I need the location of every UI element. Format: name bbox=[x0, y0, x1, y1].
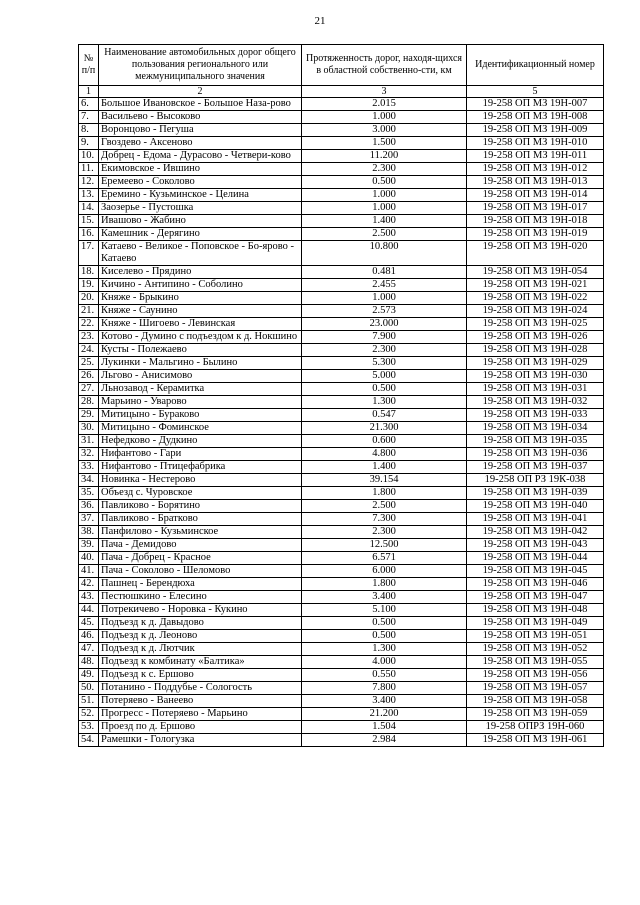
road-length: 6.000 bbox=[302, 565, 467, 578]
road-length: 3.000 bbox=[302, 124, 467, 137]
road-name: Потанино - Поддубье - Сологость bbox=[99, 682, 302, 695]
road-id: 19-258 ОП МЗ 19Н-041 bbox=[467, 513, 604, 526]
table-body bbox=[79, 98, 604, 747]
road-id: 19-258 ОП МЗ 19Н-036 bbox=[467, 448, 604, 461]
table-row bbox=[79, 150, 604, 163]
table-row bbox=[79, 202, 604, 215]
road-id: 19-258 ОПРЗ 19Н-060 bbox=[467, 721, 604, 734]
road-id: 19-258 ОП МЗ 19Н-035 bbox=[467, 435, 604, 448]
table-row bbox=[79, 591, 604, 604]
table-row bbox=[79, 474, 604, 487]
road-id: 19-258 ОП МЗ 19Н-032 bbox=[467, 396, 604, 409]
row-number: 14. bbox=[79, 202, 99, 215]
road-length: 6.571 bbox=[302, 552, 467, 565]
road-id: 19-258 ОП МЗ 19Н-031 bbox=[467, 383, 604, 396]
table-row bbox=[79, 526, 604, 539]
row-number: 42. bbox=[79, 578, 99, 591]
road-id: 19-258 ОП РЗ 19К-038 bbox=[467, 474, 604, 487]
row-number: 7. bbox=[79, 111, 99, 124]
row-number: 34. bbox=[79, 474, 99, 487]
table-row bbox=[79, 669, 604, 682]
row-number: 15. bbox=[79, 215, 99, 228]
road-name: Павликово - Братково bbox=[99, 513, 302, 526]
road-id: 19-258 ОП МЗ 19Н-017 bbox=[467, 202, 604, 215]
table-row bbox=[79, 344, 604, 357]
table-row bbox=[79, 331, 604, 344]
table-row bbox=[79, 500, 604, 513]
row-number: 21. bbox=[79, 305, 99, 318]
road-length: 2.455 bbox=[302, 279, 467, 292]
road-id: 19-258 ОП МЗ 19Н-011 bbox=[467, 150, 604, 163]
row-number: 30. bbox=[79, 422, 99, 435]
table-row bbox=[79, 617, 604, 630]
road-length: 5.100 bbox=[302, 604, 467, 617]
table-row bbox=[79, 318, 604, 331]
column-number-row bbox=[79, 86, 604, 98]
row-number: 45. bbox=[79, 617, 99, 630]
table-row bbox=[79, 370, 604, 383]
road-length: 0.550 bbox=[302, 669, 467, 682]
road-name: Подъезд к комбинату «Балтика» bbox=[99, 656, 302, 669]
road-id: 19-258 ОП МЗ 19Н-033 bbox=[467, 409, 604, 422]
road-length: 7.800 bbox=[302, 682, 467, 695]
road-id: 19-258 ОП МЗ 19Н-018 bbox=[467, 215, 604, 228]
road-length: 1.400 bbox=[302, 461, 467, 474]
road-name: Подъезд к д. Давыдово bbox=[99, 617, 302, 630]
table-row bbox=[79, 721, 604, 734]
table-row bbox=[79, 448, 604, 461]
road-length: 5.000 bbox=[302, 370, 467, 383]
table-row bbox=[79, 461, 604, 474]
row-number: 50. bbox=[79, 682, 99, 695]
road-length: 0.481 bbox=[302, 266, 467, 279]
roads-table bbox=[78, 44, 604, 747]
road-length: 1.000 bbox=[302, 189, 467, 202]
road-name: Еремино - Кузьминское - Целина bbox=[99, 189, 302, 202]
row-number: 46. bbox=[79, 630, 99, 643]
road-id: 19-258 ОП МЗ 19Н-025 bbox=[467, 318, 604, 331]
road-name: Княже - Шигоево - Левинская bbox=[99, 318, 302, 331]
table-row bbox=[79, 578, 604, 591]
table-row bbox=[79, 734, 604, 747]
row-number: 29. bbox=[79, 409, 99, 422]
road-name: Княже - Саунино bbox=[99, 305, 302, 318]
road-name: Митицыно - Бураково bbox=[99, 409, 302, 422]
road-name: Кичино - Антипино - Соболино bbox=[99, 279, 302, 292]
road-name: Котово - Думино с подъездом к д. Нокшино bbox=[99, 331, 302, 344]
road-id: 19-258 ОП МЗ 19Н-061 bbox=[467, 734, 604, 747]
road-length: 2.300 bbox=[302, 344, 467, 357]
road-name: Потрекичево - Норовка - Кукино bbox=[99, 604, 302, 617]
road-length: 1.000 bbox=[302, 111, 467, 124]
road-length: 23.000 bbox=[302, 318, 467, 331]
road-id: 19-258 ОП МЗ 19Н-030 bbox=[467, 370, 604, 383]
road-id: 19-258 ОП МЗ 19Н-010 bbox=[467, 137, 604, 150]
road-name: Пестюшкино - Елесино bbox=[99, 591, 302, 604]
road-name: Пашнец - Берендюха bbox=[99, 578, 302, 591]
table-row bbox=[79, 552, 604, 565]
road-id: 19-258 ОП МЗ 19Н-045 bbox=[467, 565, 604, 578]
road-length: 1.000 bbox=[302, 202, 467, 215]
road-name: Панфилово - Кузьминское bbox=[99, 526, 302, 539]
road-name: Нефедково - Дудкино bbox=[99, 435, 302, 448]
road-id: 19-258 ОП МЗ 19Н-021 bbox=[467, 279, 604, 292]
road-id: 19-258 ОП МЗ 19Н-043 bbox=[467, 539, 604, 552]
row-number: 38. bbox=[79, 526, 99, 539]
table-row bbox=[79, 111, 604, 124]
road-id: 19-258 ОП МЗ 19Н-037 bbox=[467, 461, 604, 474]
road-name: Камешник - Дерягино bbox=[99, 228, 302, 241]
road-length: 21.200 bbox=[302, 708, 467, 721]
row-number: 8. bbox=[79, 124, 99, 137]
road-id: 19-258 ОП МЗ 19Н-044 bbox=[467, 552, 604, 565]
row-number: 36. bbox=[79, 500, 99, 513]
road-id: 19-258 ОП МЗ 19Н-013 bbox=[467, 176, 604, 189]
road-name: Прогресс - Потеряево - Марьино bbox=[99, 708, 302, 721]
road-name: Проезд по д. Ершово bbox=[99, 721, 302, 734]
road-id: 19-258 ОП МЗ 19Н-054 bbox=[467, 266, 604, 279]
table-row bbox=[79, 228, 604, 241]
road-id: 19-258 ОП МЗ 19Н-009 bbox=[467, 124, 604, 137]
row-number: 52. bbox=[79, 708, 99, 721]
table-row bbox=[79, 695, 604, 708]
road-id: 19-258 ОП МЗ 19Н-026 bbox=[467, 331, 604, 344]
road-name: Васильево - Высоково bbox=[99, 111, 302, 124]
road-length: 0.547 bbox=[302, 409, 467, 422]
table-row bbox=[79, 643, 604, 656]
table-row bbox=[79, 682, 604, 695]
road-name: Льгово - Анисимово bbox=[99, 370, 302, 383]
table-header-row bbox=[79, 45, 604, 86]
road-name: Гвоздево - Аксеново bbox=[99, 137, 302, 150]
header-road-name: Наименование автомобильных дорог общего пользования регионального или межмуниципального значения bbox=[99, 45, 302, 86]
road-name: Воронцово - Пегуша bbox=[99, 124, 302, 137]
road-id: 19-258 ОП МЗ 19Н-007 bbox=[467, 98, 604, 111]
row-number: 12. bbox=[79, 176, 99, 189]
table-row bbox=[79, 708, 604, 721]
road-id: 19-258 ОП МЗ 19Н-059 bbox=[467, 708, 604, 721]
road-id: 19-258 ОП МЗ 19Н-055 bbox=[467, 656, 604, 669]
road-name: Подъезд к с. Ершово bbox=[99, 669, 302, 682]
row-number: 37. bbox=[79, 513, 99, 526]
column-number: 3 bbox=[302, 86, 467, 98]
table-row bbox=[79, 656, 604, 669]
road-length: 1.500 bbox=[302, 137, 467, 150]
road-name: Потеряево - Ванеево bbox=[99, 695, 302, 708]
row-number: 11. bbox=[79, 163, 99, 176]
table-row bbox=[79, 357, 604, 370]
row-number: 22. bbox=[79, 318, 99, 331]
header-number: № п/п bbox=[79, 45, 99, 86]
table-row bbox=[79, 305, 604, 318]
column-number: 2 bbox=[99, 86, 302, 98]
road-id: 19-258 ОП МЗ 19Н-052 bbox=[467, 643, 604, 656]
road-id: 19-258 ОП МЗ 19Н-014 bbox=[467, 189, 604, 202]
road-name: Рамешки - Гологузка bbox=[99, 734, 302, 747]
road-name: Большое Ивановское - Большое Наза-рово bbox=[99, 98, 302, 111]
road-name: Пача - Добрец - Красное bbox=[99, 552, 302, 565]
road-name: Подъезд к д. Леоново bbox=[99, 630, 302, 643]
table-row bbox=[79, 487, 604, 500]
road-id: 19-258 ОП МЗ 19Н-012 bbox=[467, 163, 604, 176]
row-number: 39. bbox=[79, 539, 99, 552]
row-number: 13. bbox=[79, 189, 99, 202]
row-number: 54. bbox=[79, 734, 99, 747]
row-number: 53. bbox=[79, 721, 99, 734]
table-row bbox=[79, 409, 604, 422]
road-length: 2.500 bbox=[302, 500, 467, 513]
table-row bbox=[79, 292, 604, 305]
row-number: 31. bbox=[79, 435, 99, 448]
table-row bbox=[79, 604, 604, 617]
row-number: 9. bbox=[79, 137, 99, 150]
road-length: 0.500 bbox=[302, 176, 467, 189]
row-number: 48. bbox=[79, 656, 99, 669]
road-length: 12.500 bbox=[302, 539, 467, 552]
row-number: 16. bbox=[79, 228, 99, 241]
road-length: 1.800 bbox=[302, 578, 467, 591]
row-number: 24. bbox=[79, 344, 99, 357]
road-length: 1.800 bbox=[302, 487, 467, 500]
road-id: 19-258 ОП МЗ 19Н-040 bbox=[467, 500, 604, 513]
road-name: Нифантово - Гари bbox=[99, 448, 302, 461]
row-number: 43. bbox=[79, 591, 99, 604]
road-length: 11.200 bbox=[302, 150, 467, 163]
road-name: Объезд с. Чуровское bbox=[99, 487, 302, 500]
road-id: 19-258 ОП МЗ 19Н-051 bbox=[467, 630, 604, 643]
road-length: 7.300 bbox=[302, 513, 467, 526]
page-number: 21 bbox=[314, 15, 326, 27]
column-number: 1 bbox=[79, 86, 99, 98]
row-number: 26. bbox=[79, 370, 99, 383]
road-length: 2.573 bbox=[302, 305, 467, 318]
table-row bbox=[79, 513, 604, 526]
road-length: 3.400 bbox=[302, 591, 467, 604]
table-row bbox=[79, 539, 604, 552]
road-id: 19-258 ОП МЗ 19Н-039 bbox=[467, 487, 604, 500]
road-name: Ивашово - Жабино bbox=[99, 215, 302, 228]
row-number: 17. bbox=[79, 241, 99, 266]
row-number: 6. bbox=[79, 98, 99, 111]
table-row bbox=[79, 396, 604, 409]
table-row bbox=[79, 163, 604, 176]
road-id: 19-258 ОП МЗ 19Н-024 bbox=[467, 305, 604, 318]
header-length: Протяженность дорог, находя-щихся в областной собственно-сти, км bbox=[302, 45, 467, 86]
road-id: 19-258 ОП МЗ 19Н-048 bbox=[467, 604, 604, 617]
road-length: 4.800 bbox=[302, 448, 467, 461]
row-number: 40. bbox=[79, 552, 99, 565]
road-name: Княже - Брыкино bbox=[99, 292, 302, 305]
road-name: Пача - Соколово - Шеломово bbox=[99, 565, 302, 578]
road-name: Киселево - Прядино bbox=[99, 266, 302, 279]
road-length: 2.300 bbox=[302, 526, 467, 539]
road-id: 19-258 ОП МЗ 19Н-029 bbox=[467, 357, 604, 370]
road-name: Добрец - Едома - Дурасово - Четвери-ково bbox=[99, 150, 302, 163]
row-number: 10. bbox=[79, 150, 99, 163]
table-row bbox=[79, 124, 604, 137]
road-length: 0.500 bbox=[302, 383, 467, 396]
road-name: Пача - Демидово bbox=[99, 539, 302, 552]
road-length: 1.504 bbox=[302, 721, 467, 734]
road-name: Еремеево - Соколово bbox=[99, 176, 302, 189]
road-id: 19-258 ОП МЗ 19Н-008 bbox=[467, 111, 604, 124]
table-row bbox=[79, 383, 604, 396]
row-number: 44. bbox=[79, 604, 99, 617]
road-id: 19-258 ОП МЗ 19Н-046 bbox=[467, 578, 604, 591]
table-row bbox=[79, 176, 604, 189]
road-name: Катаево - Великое - Поповское - Бо-ярово - Катаево bbox=[99, 241, 302, 266]
row-number: 20. bbox=[79, 292, 99, 305]
table-row bbox=[79, 435, 604, 448]
row-number: 19. bbox=[79, 279, 99, 292]
table-row bbox=[79, 98, 604, 111]
table-row bbox=[79, 630, 604, 643]
road-id: 19-258 ОП МЗ 19Н-019 bbox=[467, 228, 604, 241]
road-length: 10.800 bbox=[302, 241, 467, 266]
road-id: 19-258 ОП МЗ 19Н-028 bbox=[467, 344, 604, 357]
road-length: 2.300 bbox=[302, 163, 467, 176]
road-name: Павликово - Борятино bbox=[99, 500, 302, 513]
row-number: 32. bbox=[79, 448, 99, 461]
row-number: 47. bbox=[79, 643, 99, 656]
table-row bbox=[79, 422, 604, 435]
table-row bbox=[79, 565, 604, 578]
table-row bbox=[79, 266, 604, 279]
road-name: Митицыно - Фоминское bbox=[99, 422, 302, 435]
road-length: 39.154 bbox=[302, 474, 467, 487]
header-id: Идентификационный номер bbox=[467, 45, 604, 86]
road-length: 7.900 bbox=[302, 331, 467, 344]
road-id: 19-258 ОП МЗ 19Н-056 bbox=[467, 669, 604, 682]
row-number: 41. bbox=[79, 565, 99, 578]
road-length: 3.400 bbox=[302, 695, 467, 708]
table-row bbox=[79, 215, 604, 228]
row-number: 23. bbox=[79, 331, 99, 344]
road-id: 19-258 ОП МЗ 19Н-057 bbox=[467, 682, 604, 695]
row-number: 33. bbox=[79, 461, 99, 474]
table-row bbox=[79, 189, 604, 202]
row-number: 28. bbox=[79, 396, 99, 409]
road-length: 1.300 bbox=[302, 396, 467, 409]
road-id: 19-258 ОП МЗ 19Н-058 bbox=[467, 695, 604, 708]
road-id: 19-258 ОП МЗ 19Н-034 bbox=[467, 422, 604, 435]
road-name: Лукинки - Мальгино - Былино bbox=[99, 357, 302, 370]
row-number: 49. bbox=[79, 669, 99, 682]
row-number: 18. bbox=[79, 266, 99, 279]
road-name: Марьино - Уварово bbox=[99, 396, 302, 409]
road-length: 2.984 bbox=[302, 734, 467, 747]
road-id: 19-258 ОП МЗ 19Н-020 bbox=[467, 241, 604, 266]
table-row bbox=[79, 241, 604, 266]
road-length: 5.300 bbox=[302, 357, 467, 370]
road-length: 2.500 bbox=[302, 228, 467, 241]
row-number: 27. bbox=[79, 383, 99, 396]
road-id: 19-258 ОП МЗ 19Н-049 bbox=[467, 617, 604, 630]
road-length: 4.000 bbox=[302, 656, 467, 669]
row-number: 51. bbox=[79, 695, 99, 708]
road-name: Нифантово - Птицефабрика bbox=[99, 461, 302, 474]
column-number: 5 bbox=[467, 86, 604, 98]
road-length: 0.600 bbox=[302, 435, 467, 448]
road-length: 21.300 bbox=[302, 422, 467, 435]
road-name: Екимовское - Ившино bbox=[99, 163, 302, 176]
road-length: 2.015 bbox=[302, 98, 467, 111]
road-id: 19-258 ОП МЗ 19Н-047 bbox=[467, 591, 604, 604]
road-name: Кусты - Полежаево bbox=[99, 344, 302, 357]
table-row bbox=[79, 137, 604, 150]
row-number: 25. bbox=[79, 357, 99, 370]
road-name: Новинка - Нестерово bbox=[99, 474, 302, 487]
road-name: Заозерье - Пустошка bbox=[99, 202, 302, 215]
road-length: 1.300 bbox=[302, 643, 467, 656]
table-row bbox=[79, 279, 604, 292]
road-id: 19-258 ОП МЗ 19Н-022 bbox=[467, 292, 604, 305]
road-length: 0.500 bbox=[302, 630, 467, 643]
road-length: 1.000 bbox=[302, 292, 467, 305]
road-length: 0.500 bbox=[302, 617, 467, 630]
road-name: Льнозавод - Керамитка bbox=[99, 383, 302, 396]
road-id: 19-258 ОП МЗ 19Н-042 bbox=[467, 526, 604, 539]
row-number: 35. bbox=[79, 487, 99, 500]
road-length: 1.400 bbox=[302, 215, 467, 228]
road-name: Подъезд к д. Лютчик bbox=[99, 643, 302, 656]
